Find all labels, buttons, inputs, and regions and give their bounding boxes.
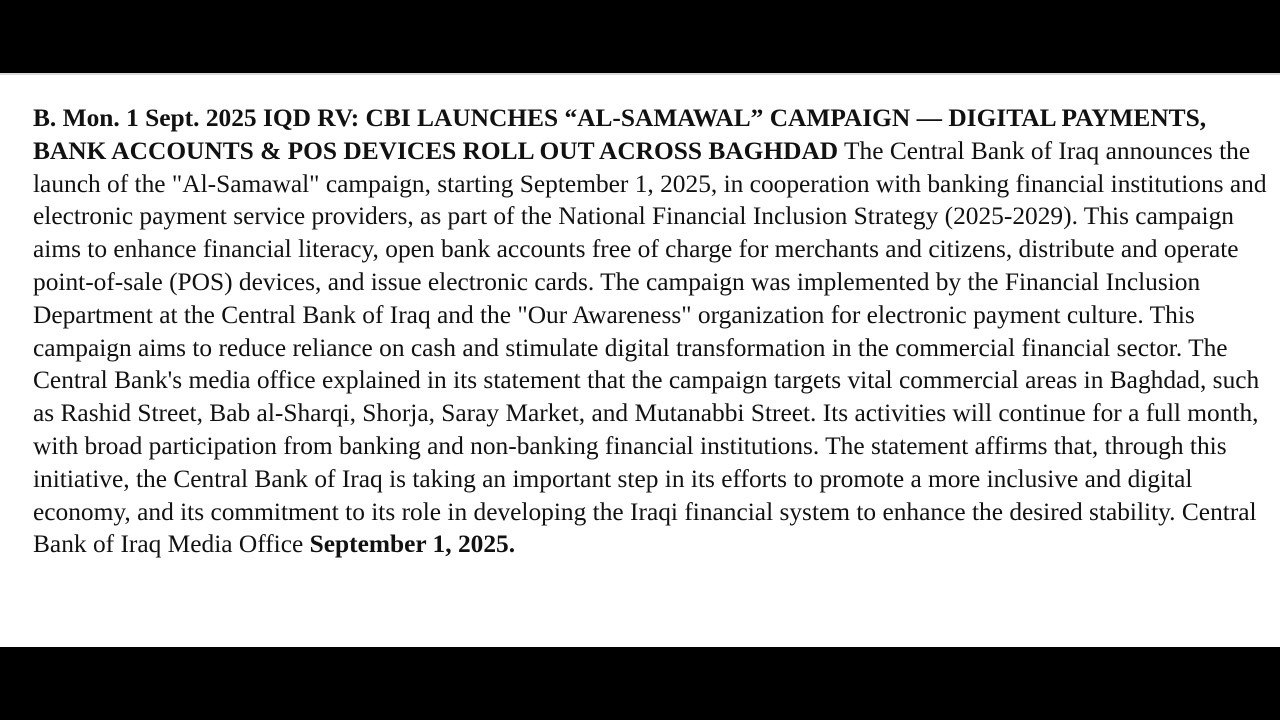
article-body: The Central Bank of Iraq announces the launch of the "Al-Samawal" campaign, starting September 1, 2025, in cooperation with banking financial institutions and electronic payment service providers, as part of the National Financial Inclusion Strategy (2025-2029). This campaign aims to enhance financial literacy, open bank accounts free of charge for merchants and citizens, distribute and operate point-of-sale (POS) devices, and issue electronic cards. The campaign was implemented by the Financial Inclusion Department at the Central Bank of Iraq and the "Our Awareness" organization for electronic payment culture. This campaign aims to reduce reliance on cash and stimulate digital transformation in the commercial financial sector. The Central Bank's media office explained in its statement that the campaign targets vital commercial areas in Baghdad, such as Rashid Street, Bab al-Sharqi, Shorja, Saray Market, and Mutanabbi Street. Its activities will continue for a full month, with broad participation from banking and non-banking financial institutions. The statement affirms that, through this initiative, the Central Bank of Iraq is taking an important step in its efforts to promote a more inclusive and digital economy, and its commitment to its role in developing the Iraqi financial system to enhance the desired stability. Central Bank of Iraq Media Office: [33, 136, 1267, 559]
article-date: September 1, 2025.: [309, 530, 516, 559]
article-headline: B. Mon. 1 Sept. 2025 IQD RV: CBI LAUNCHES “AL-SAMAWAL” CAMPAIGN — DIGITAL PAYMENTS, BANK ACCOUNTS & POS DEVICES ROLL OUT ACROSS BAGHDAD: [33, 104, 1207, 165]
document-page: [0, 73, 1280, 647]
article-paragraph: [33, 102, 1268, 561]
